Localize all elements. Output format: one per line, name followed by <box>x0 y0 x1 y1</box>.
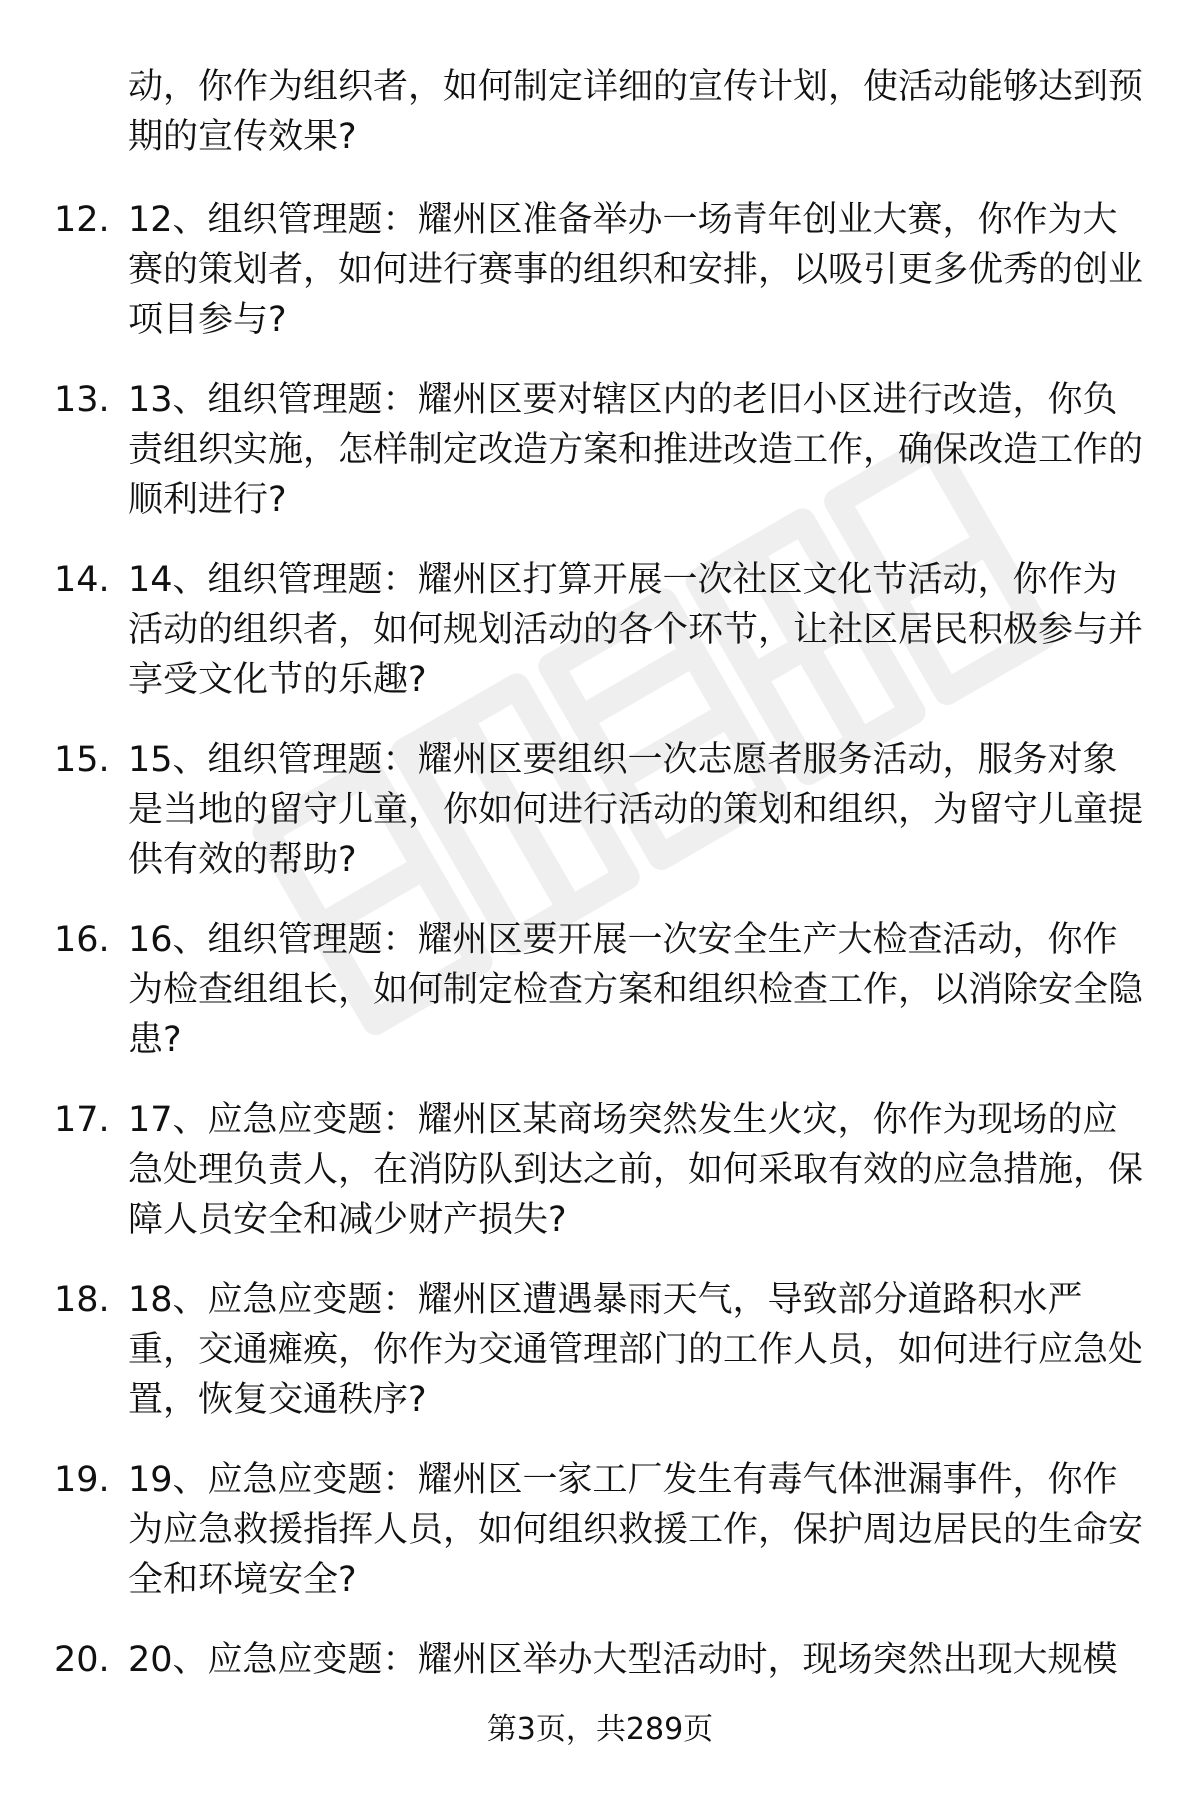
item-text: 17、应急应变题：耀州区某商场突然发生火灾，你作为现场的应急处理负责人，在消防队到达之前，如何采取有效的应急措施，保障人员安全和减少财产损失? <box>128 1100 1144 1240</box>
item-text: 20、应急应变题：耀州区举办大型活动时，现场突然出现大规模 <box>128 1640 1118 1680</box>
list-item <box>0 735 1200 915</box>
item-number: 15. <box>54 740 110 780</box>
list-item <box>0 1095 1200 1275</box>
item-text: 14、组织管理题：耀州区打算开展一次社区文化节活动，你作为活动的组织者，如何规划活动的各个环节，让社区居民积极参与并享受文化节的乐趣? <box>128 560 1144 700</box>
item-number: 17. <box>54 1100 110 1140</box>
list-item <box>0 915 1200 1095</box>
list-item <box>0 555 1200 735</box>
list-item <box>0 1455 1200 1635</box>
item-text: 18、应急应变题：耀州区遭遇暴雨天气，导致部分道路积水严重，交通瘫痪，你作为交通管理部门的工作人员，如何进行应急处置，恢复交通秩序? <box>128 1280 1144 1420</box>
item-text: 15、组织管理题：耀州区要组织一次志愿者服务活动，服务对象是当地的留守儿童，你如何进行活动的策划和组织，为留守儿童提供有效的帮助? <box>128 740 1144 880</box>
question-list <box>0 195 1200 1815</box>
item-text: 19、应急应变题：耀州区一家工厂发生有毒气体泄漏事件，你作为应急救援指挥人员，如何组织救援工作，保护周边居民的生命安全和环境安全? <box>128 1460 1144 1600</box>
list-item <box>0 375 1200 555</box>
item-text: 16、组织管理题：耀州区要开展一次安全生产大检查活动，你作为检查组组长，如何制定检查方案和组织检查工作，以消除安全隐患? <box>128 920 1144 1060</box>
item-number: 18. <box>54 1280 110 1320</box>
item-number: 13. <box>54 380 110 420</box>
item-text: 13、组织管理题：耀州区要对辖区内的老旧小区进行改造，你负责组织实施，怎样制定改造方案和推进改造工作，确保改造工作的顺利进行? <box>128 380 1144 520</box>
item-number: 14. <box>54 560 110 600</box>
item-number: 19. <box>54 1460 110 1500</box>
item-number: 20. <box>54 1640 110 1680</box>
list-item <box>0 195 1200 375</box>
continuation-paragraph: 动，你作为组织者，如何制定详细的宣传计划，使活动能够达到预期的宣传效果? <box>128 67 1144 157</box>
item-text: 12、组织管理题：耀州区准备举办一场青年创业大赛，你作为大赛的策划者，如何进行赛事的组织和安排，以吸引更多优秀的创业项目参与? <box>128 200 1144 340</box>
list-item <box>0 1275 1200 1455</box>
page-footer: 第3页，共289页 <box>486 1712 714 1747</box>
item-number: 16. <box>54 920 110 960</box>
item-number: 12. <box>54 200 110 240</box>
